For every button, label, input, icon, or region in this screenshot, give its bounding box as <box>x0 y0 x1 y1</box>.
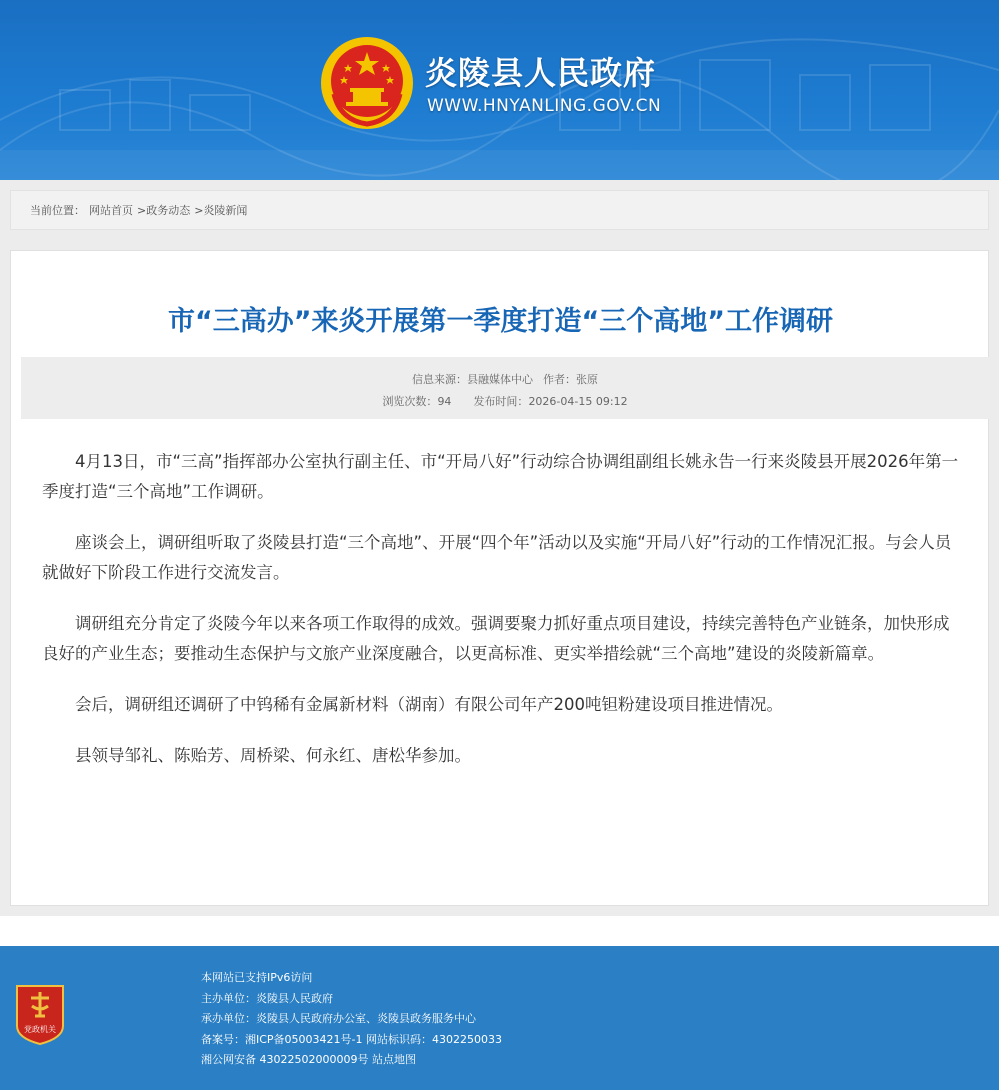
article-paragraph: 4月13日，市“三高”指挥部办公室执行副主任、市“开局八好”行动综合协调组副组长姚永告一行来炎陵县开展2026年第一季度打造“三个高地”工作调研。 <box>42 452 959 501</box>
author-label: 作者： <box>543 373 576 386</box>
source-value: 县融媒体中心 <box>467 373 533 386</box>
site-url[interactable]: WWW.HNYANLING.GOV.CN <box>427 96 662 116</box>
author-value: 张原 <box>576 373 598 386</box>
site-footer <box>0 946 999 1090</box>
article-title: 市“三高办”来炎开展第一季度打造“三个高地”工作调研 <box>168 306 833 337</box>
site-header <box>0 0 999 180</box>
article-paragraph: 会后，调研组还调研了中钨稀有金属新材料（湖南）有限公司年产200吨钽粉建设项目推进情况。 <box>75 695 783 714</box>
article-paragraph: 调研组充分肯定了炎陵今年以来各项工作取得的成效。强调要聚力抓好重点项目建设，持续完善特色产业链条，加快形成良好的产业生态；要推动生态保护与文旅产业深度融合，以更高标准、更实举措绘就“三个高地”建设的炎陵新篇章。 <box>42 614 950 663</box>
badge-text: 党政机关 <box>24 1025 56 1034</box>
footer-icp[interactable]: 备案号：湘ICP备05003421号-1 网站标识码：4302250033 <box>201 1032 502 1046</box>
national-emblem-icon <box>320 36 414 130</box>
article-card <box>10 250 989 906</box>
article-meta <box>21 357 989 419</box>
footer-ipv6: 本网站已支持IPv6访问 <box>201 971 313 984</box>
published-label: 发布时间： <box>473 395 529 408</box>
source-label: 信息来源： <box>412 373 467 386</box>
footer-organizer: 承办单位：炎陵县人民政府办公室、炎陵县政务服务中心 <box>201 1012 476 1025</box>
article-body <box>42 447 960 792</box>
views-label: 浏览次数： <box>382 395 438 408</box>
published-value: 2026-04-15 09:12 <box>528 395 628 408</box>
party-government-badge-icon[interactable] <box>13 982 67 1046</box>
article-paragraph: 座谈会上，调研组听取了炎陵县打造“三个高地”、开展“四个年”活动以及实施“开局八好”行动的工作情况汇报。与会人员就做好下阶段工作进行交流发言。 <box>42 533 952 582</box>
footer-sponsor: 主办单位：炎陵县人民政府 <box>201 991 333 1005</box>
site-title: 炎陵县人民政府 <box>425 54 657 92</box>
breadcrumb <box>10 190 989 230</box>
breadcrumb-label: 当前位置： <box>30 204 85 217</box>
footer-police-sitemap[interactable]: 湘公网安备 43022502000009号 站点地图 <box>201 1053 416 1066</box>
breadcrumb-item-home[interactable]: 网站首页 <box>89 204 133 217</box>
article-paragraph: 县领导邹礼、陈贻芳、周桥梁、何永红、唐松华参加。 <box>75 746 471 765</box>
views-value: 94 <box>437 395 452 408</box>
footer-info <box>201 968 502 1071</box>
breadcrumb-item-yanling-news[interactable]: >炎陵新闻 <box>194 204 248 217</box>
breadcrumb-item-government-news[interactable]: >政务动态 <box>137 204 191 217</box>
